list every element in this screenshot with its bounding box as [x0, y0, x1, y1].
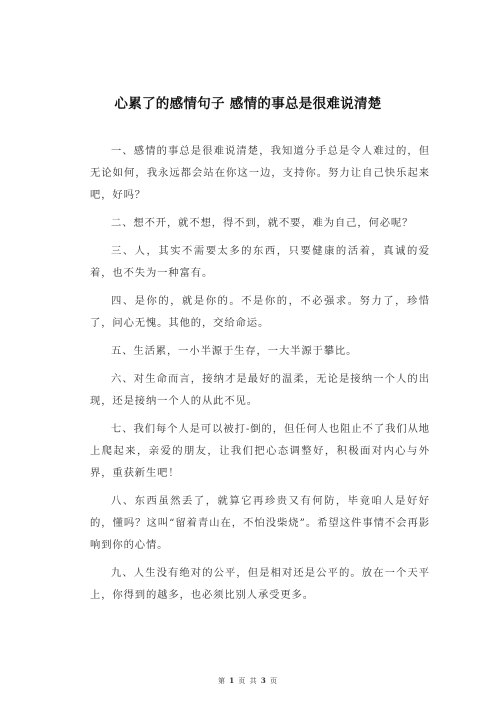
- page-title: 心累了的感情句子 感情的事总是很难说清楚: [114, 96, 382, 112]
- footer-prefix: 第: [218, 677, 227, 685]
- page-footer: [0, 676, 496, 686]
- paragraph-3: 三、人，其实不需要太多的东西，只要健康的活着，真诚的爱着，也不失为一种富有。: [90, 245, 430, 279]
- footer-suffix: 页: [269, 677, 278, 685]
- footer-middle: 页 共: [238, 677, 258, 685]
- footer-page-number: 1: [229, 676, 236, 685]
- paragraph-6: 六、对生命而言，接纳才是最好的温柔，无论是接纳一个人的出现，还是接纳一个人的从此不见。: [90, 373, 430, 407]
- paragraph-9: 九、人生没有绝对的公平，但是相对还是公平的。放在一个天平上，你得到的越多，也必须比别人承受更多。: [90, 567, 430, 601]
- paragraph-1: 一、感情的事总是很难说清楚，我知道分手总是令人难过的，但无论如何，我永远都会站在你这一边，支持你。努力让自己快乐起来吧，好吗？: [90, 145, 430, 201]
- footer-total-pages: 3: [260, 676, 267, 685]
- paragraph-2: 二、想不开，就不想，得不到，就不要，难为自己，何必呢？: [111, 217, 414, 229]
- paragraph-8: 八、东西虽然丢了，就算它再珍贵又有何防，毕竟咱人是好好的，懂吗？这叫“留着青山在，不怕没柴烧”。希望这件事情不会再影响到你的心情。: [90, 495, 430, 551]
- paragraph-5: 五、生活累，一小半源于生存，一大半源于攀比。: [111, 345, 358, 357]
- document-body: [90, 140, 430, 612]
- paragraph-7: 七、我们每个人是可以被打-倒的，但任何人也阻止不了我们从地上爬起来，亲爱的朋友，让我们把心态调整好，积极面对内心与外界，重获新生吧！: [90, 423, 430, 479]
- paragraph-4: 四、是你的，就是你的。不是你的，不必强求。努力了，珍惜了，问心无愧。其他的，交给命运。: [90, 295, 430, 329]
